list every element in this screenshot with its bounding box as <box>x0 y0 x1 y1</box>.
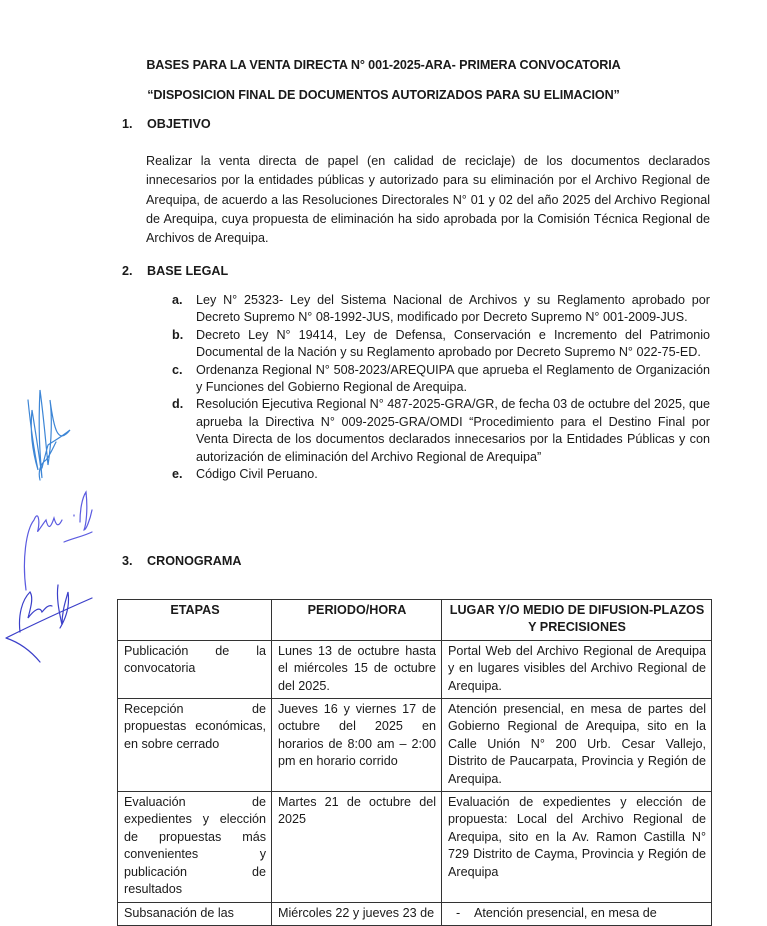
cell-periodo: Jueves 16 y viernes 17 de octubre del 2025 en horarios de 8:00 am – 2:00 pm en horario corrido <box>272 699 442 792</box>
section-heading-cronograma <box>122 554 241 568</box>
list-marker: b. <box>172 327 184 342</box>
list-item-text: Decreto Ley N° 19414, Ley de Defensa, Conservación e Incremento del Patrimonio Documental de la Nación y su Reglamento aprobado por Decreto Supremo N° 022-75-ED. <box>196 327 710 360</box>
cell-lugar: Portal Web del Archivo Regional de Arequipa y en lugares visibles del Archivo Regional de Arequipa. <box>442 640 712 698</box>
list-item <box>172 292 710 327</box>
section-title: OBJETIVO <box>147 117 211 131</box>
cell-lugar-text: Atención presencial, en mesa de <box>474 905 657 920</box>
list-item <box>172 466 710 483</box>
section-number: 2. <box>122 264 133 278</box>
list-item-text: Ordenanza Regional N° 508-2023/AREQUIPA que aprueba el Reglamento de Organización y Funciones del Gobierno Regional de Arequipa. <box>196 362 710 395</box>
cell-periodo: Miércoles 22 y jueves 23 de <box>272 902 442 925</box>
column-header-periodo: PERIODO/HORA <box>272 600 442 641</box>
section-number: 1. <box>122 117 133 131</box>
base-legal-list <box>172 292 710 483</box>
document-subtitle: “DISPOSICION FINAL DE DOCUMENTOS AUTORIZADOS PARA SU ELIMACION” <box>147 88 620 102</box>
cell-etapa: Evaluación de expedientes y elección de propuestas más convenientes y publicación de resultados <box>118 792 272 902</box>
list-marker: a. <box>172 293 183 307</box>
document-title: BASES PARA LA VENTA DIRECTA N° 001-2025-ARA- PRIMERA CONVOCATORIA <box>146 58 621 72</box>
cell-etapa: Subsanación de las <box>118 902 272 925</box>
column-header-lugar: LUGAR Y/O MEDIO DE DIFUSION-PLAZOS Y PRECISIONES <box>442 600 712 641</box>
section-heading-objetivo <box>122 117 211 131</box>
table-row <box>118 902 712 925</box>
signature-icon <box>28 390 70 480</box>
cell-etapa: Recepción de propuestas económicas, en sobre cerrado <box>118 699 272 792</box>
list-item <box>172 396 710 466</box>
list-marker: e. <box>172 467 183 482</box>
section-title: CRONOGRAMA <box>147 554 242 568</box>
list-marker: d. <box>172 397 184 412</box>
signatures <box>0 360 120 670</box>
list-item <box>172 327 710 362</box>
table-row <box>118 792 712 902</box>
table-row <box>118 699 712 792</box>
signature-icon <box>6 585 92 662</box>
signature-icon <box>24 492 92 590</box>
list-item <box>172 362 710 397</box>
list-item-text: Código Civil Peruano. <box>196 467 318 482</box>
cell-periodo: Martes 21 de octubre del 2025 <box>272 792 442 902</box>
bullet-dash: - <box>456 905 461 920</box>
cell-lugar <box>442 902 712 925</box>
section-title: BASE LEGAL <box>147 264 229 278</box>
section-number: 3. <box>122 554 133 568</box>
table-header-row <box>118 600 712 641</box>
list-item-text: Resolución Ejecutiva Regional N° 487-2025-GRA/GR, de fecha 03 de octubre del 2025, que aprueba la Directiva N° 009-2025-GRA/OMDI “Procedimiento para el Destino Final por Venta Directa de los documentos declarados innecesarios por la Entidades Públicas y con autorización de eliminación del Archivo Regional de Arequipa” <box>196 397 711 464</box>
cell-lugar: Atención presencial, en mesa de partes del Gobierno Regional de Arequipa, sito en la Calle Unión N° 200 Urb. Cesar Vallejo, Distrito de Paucarpata, Provincia y Región de Arequipa. <box>442 699 712 792</box>
column-header-etapas: ETAPAS <box>118 600 272 641</box>
objetivo-paragraph: Realizar la venta directa de papel (en calidad de reciclaje) de los documentos declarados innecesarios por la entidades públicas y autorizado para su eliminación por el Archivo Regional de Arequipa, de acuerdo a las Resoluciones Directorales N° 01 y 02 del año 2025 del Archivo Regional de Arequipa, cuya propuesta de eliminación ha sido aprobada por la Comisión Técnica Regional de Archivos de Arequipa. <box>146 154 710 246</box>
cronograma-table <box>117 599 712 926</box>
table-row <box>118 640 712 698</box>
cell-periodo: Lunes 13 de octubre hasta el miércoles 15 de octubre del 2025. <box>272 640 442 698</box>
cell-lugar: Evaluación de expedientes y elección de propuesta: Local del Archivo Regional de Arequipa, sito en la Av. Ramon Castilla N° 729 Distrito de Cayma, Provincia y Región de Arequipa <box>442 792 712 902</box>
cell-etapa: Publicación de la convocatoria <box>118 640 272 698</box>
list-item-text: Ley N° 25323- Ley del Sistema Nacional de Archivos y su Reglamento aprobado por Decreto Supremo N° 08-1992-JUS, modificado por Decreto Supremo N° 001-2009-JUS. <box>196 293 710 325</box>
section-heading-base-legal <box>122 264 228 278</box>
list-marker: c. <box>172 362 183 377</box>
